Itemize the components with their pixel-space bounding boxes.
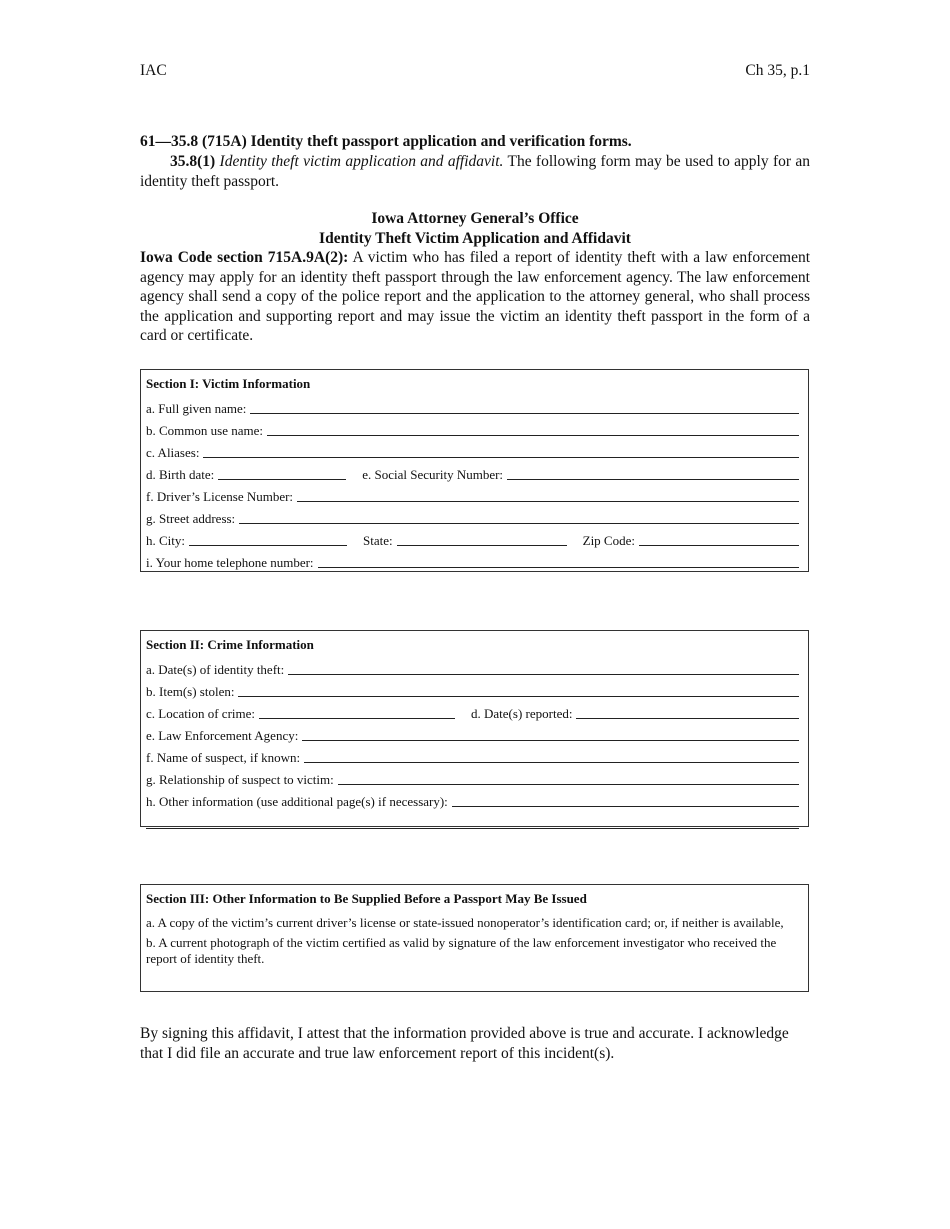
section-other-information <box>140 884 809 992</box>
suspect-field[interactable] <box>304 749 799 763</box>
items-label: b. Item(s) stolen: <box>146 684 235 699</box>
agency-field[interactable] <box>302 727 799 741</box>
dates-reported-field[interactable] <box>576 705 799 719</box>
full-name-field[interactable] <box>250 400 799 414</box>
header-left: IAC <box>140 62 167 79</box>
items-field[interactable] <box>238 683 799 697</box>
location-field[interactable] <box>259 705 455 719</box>
zip-label: Zip Code: <box>582 533 635 548</box>
intro-text: A victim who has filed a report of identity theft with a law enforcement agency may apply for an identity theft passport through the law enforcement agency. The law enforcement agency shall send a copy of the police report and the application to the attorney general, who shall process the application and supporting report and may issue the victim an identity theft passport in the form of a card or certificate. <box>140 249 811 344</box>
relationship-field[interactable] <box>338 771 799 785</box>
state-field[interactable] <box>397 532 567 546</box>
form-heading-office: Iowa Attorney General’s Office <box>371 210 579 227</box>
city-label: h. City: <box>146 533 186 548</box>
dates-theft-label: a. Date(s) of identity theft: <box>146 662 285 677</box>
ssn-label: e. Social Security Number: <box>362 467 504 482</box>
other-info-field[interactable] <box>452 793 799 807</box>
suspect-label: f. Name of suspect, if known: <box>146 750 301 765</box>
dates-reported-label: d. Date(s) reported: <box>471 706 573 721</box>
aliases-label: c. Aliases: <box>146 445 200 460</box>
city-field[interactable] <box>189 532 347 546</box>
street-label: g. Street address: <box>146 511 236 526</box>
license-field[interactable] <box>297 488 799 502</box>
section2-title: Section II: Crime Information <box>146 637 314 652</box>
subrule-text: The following form may be used to apply for an identity theft passport. <box>140 153 810 190</box>
street-field[interactable] <box>239 510 799 524</box>
section1-title: Section I: Victim Information <box>146 376 311 391</box>
intro-paragraph <box>140 248 810 346</box>
affidavit-statement: By signing this affidavit, I attest that the information provided above is true and accurate. I acknowledge that I did file an accurate and true law enforcement report of this incident(s). <box>140 1025 789 1062</box>
birth-date-label: d. Birth date: <box>146 467 215 482</box>
section3-item-b: b. A current photograph of the victim certified as valid by signature of the law enforcement investigator who received the report of identity theft. <box>146 935 777 966</box>
section3-item-a: a. A copy of the victim’s current driver’s license or state-issued nonoperator’s identification card; or, if neither is available, <box>146 915 784 930</box>
ssn-field[interactable] <box>507 466 799 480</box>
state-label: State: <box>363 533 393 548</box>
birth-date-field[interactable] <box>218 466 346 480</box>
subrule-title: Identity theft victim application and affidavit. <box>219 153 504 170</box>
phone-field[interactable] <box>318 554 799 568</box>
aliases-field[interactable] <box>203 444 799 458</box>
full-name-label: a. Full given name: <box>146 401 247 416</box>
zip-field[interactable] <box>639 532 799 546</box>
phone-label: i. Your home telephone number: <box>146 555 314 570</box>
section3-title: Section III: Other Information to Be Supplied Before a Passport May Be Issued <box>146 891 587 906</box>
header-right: Ch 35, p.1 <box>745 62 810 79</box>
common-name-field[interactable] <box>267 422 799 436</box>
agency-label: e. Law Enforcement Agency: <box>146 728 299 743</box>
section-crime-information <box>140 630 809 827</box>
form-heading-title: Identity Theft Victim Application and Affidavit <box>319 230 631 247</box>
license-label: f. Driver’s License Number: <box>146 489 294 504</box>
subrule-paragraph <box>140 152 810 191</box>
relationship-label: g. Relationship of suspect to victim: <box>146 772 334 787</box>
intro-code: Iowa Code section 715A.9A(2): <box>140 249 349 266</box>
rule-title: 61—35.8 (715A) Identity theft passport application and verification forms. <box>140 133 632 150</box>
other-info-field-continued[interactable] <box>146 815 799 829</box>
other-info-label: h. Other information (use additional page(s) if necessary): <box>146 794 448 809</box>
subrule-number: 35.8(1) <box>170 153 216 170</box>
common-name-label: b. Common use name: <box>146 423 263 438</box>
dates-theft-field[interactable] <box>288 661 799 675</box>
location-label: c. Location of crime: <box>146 706 256 721</box>
section-victim-information <box>140 369 809 572</box>
